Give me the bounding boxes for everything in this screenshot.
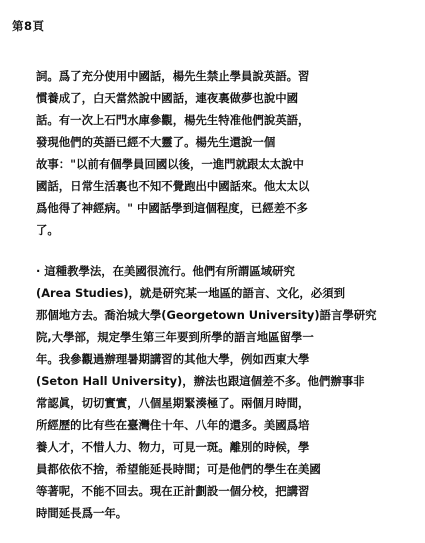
text-line: 所經歷的比有些在臺灣住十年、八年的還多。美國爲培 — [36, 418, 310, 432]
text-line: 國話，日常生活裏也不知不覺跑出中國話來。他太太以 — [36, 179, 310, 193]
text-line: 養人才，不惜人力、物力，可見一斑。離別的時候，學 — [36, 440, 310, 454]
text-line: 話。有一次上石門水庫參觀，楊先生特准他們說英語， — [36, 113, 310, 127]
text-line: 年。我參觀過辦理暑期講習的其他大學，例如西東大學 — [36, 352, 310, 366]
text-line: 時間延長爲一年。 — [36, 506, 128, 520]
text-line: (Seton Hall University)，辦法也跟這個差不多。他們辦事非 — [36, 374, 365, 388]
text-line: · 這種教學法，在美國很流行。他們有所謂區域研究 — [36, 264, 295, 278]
text-line: 爲他得了神經病。" 中國話學到這個程度，已經差不多 — [36, 201, 308, 215]
text-line: 那個地方去。喬治城大學(Georgetown University)語言學研究 — [36, 308, 377, 322]
text-line: 院,大學部，規定學生第三年要到所學的語言地區留學一 — [36, 330, 314, 344]
text-line: 詞。爲了充分使用中國話，楊先生禁止學員說英語。習 — [36, 69, 310, 83]
text-line: 等著呢，不能不回去。現在正計劃設一個分校，把講習 — [36, 484, 310, 498]
page-number-header: 第8頁 — [12, 19, 45, 33]
text-line: 故事："以前有個學員回國以後，一進門就跟太太說中 — [36, 157, 304, 171]
text-line: 了。 — [36, 223, 59, 237]
text-line: 慣養成了，白天當然說中國話，連夜裏做夢也說中國 — [36, 91, 298, 105]
text-line: (Area Studies)，就是研究某一地區的語言、文化，必須到 — [36, 286, 345, 300]
text-line: 常認眞，切切實實，八個星期緊湊極了。兩個月時間， — [36, 396, 310, 410]
text-line: 員都依依不捨，希望能延長時間；可是他們的學生在美國 — [36, 462, 321, 476]
text-line: 發現他們的英語已經不大靈了。楊先生還說一個 — [36, 135, 276, 149]
